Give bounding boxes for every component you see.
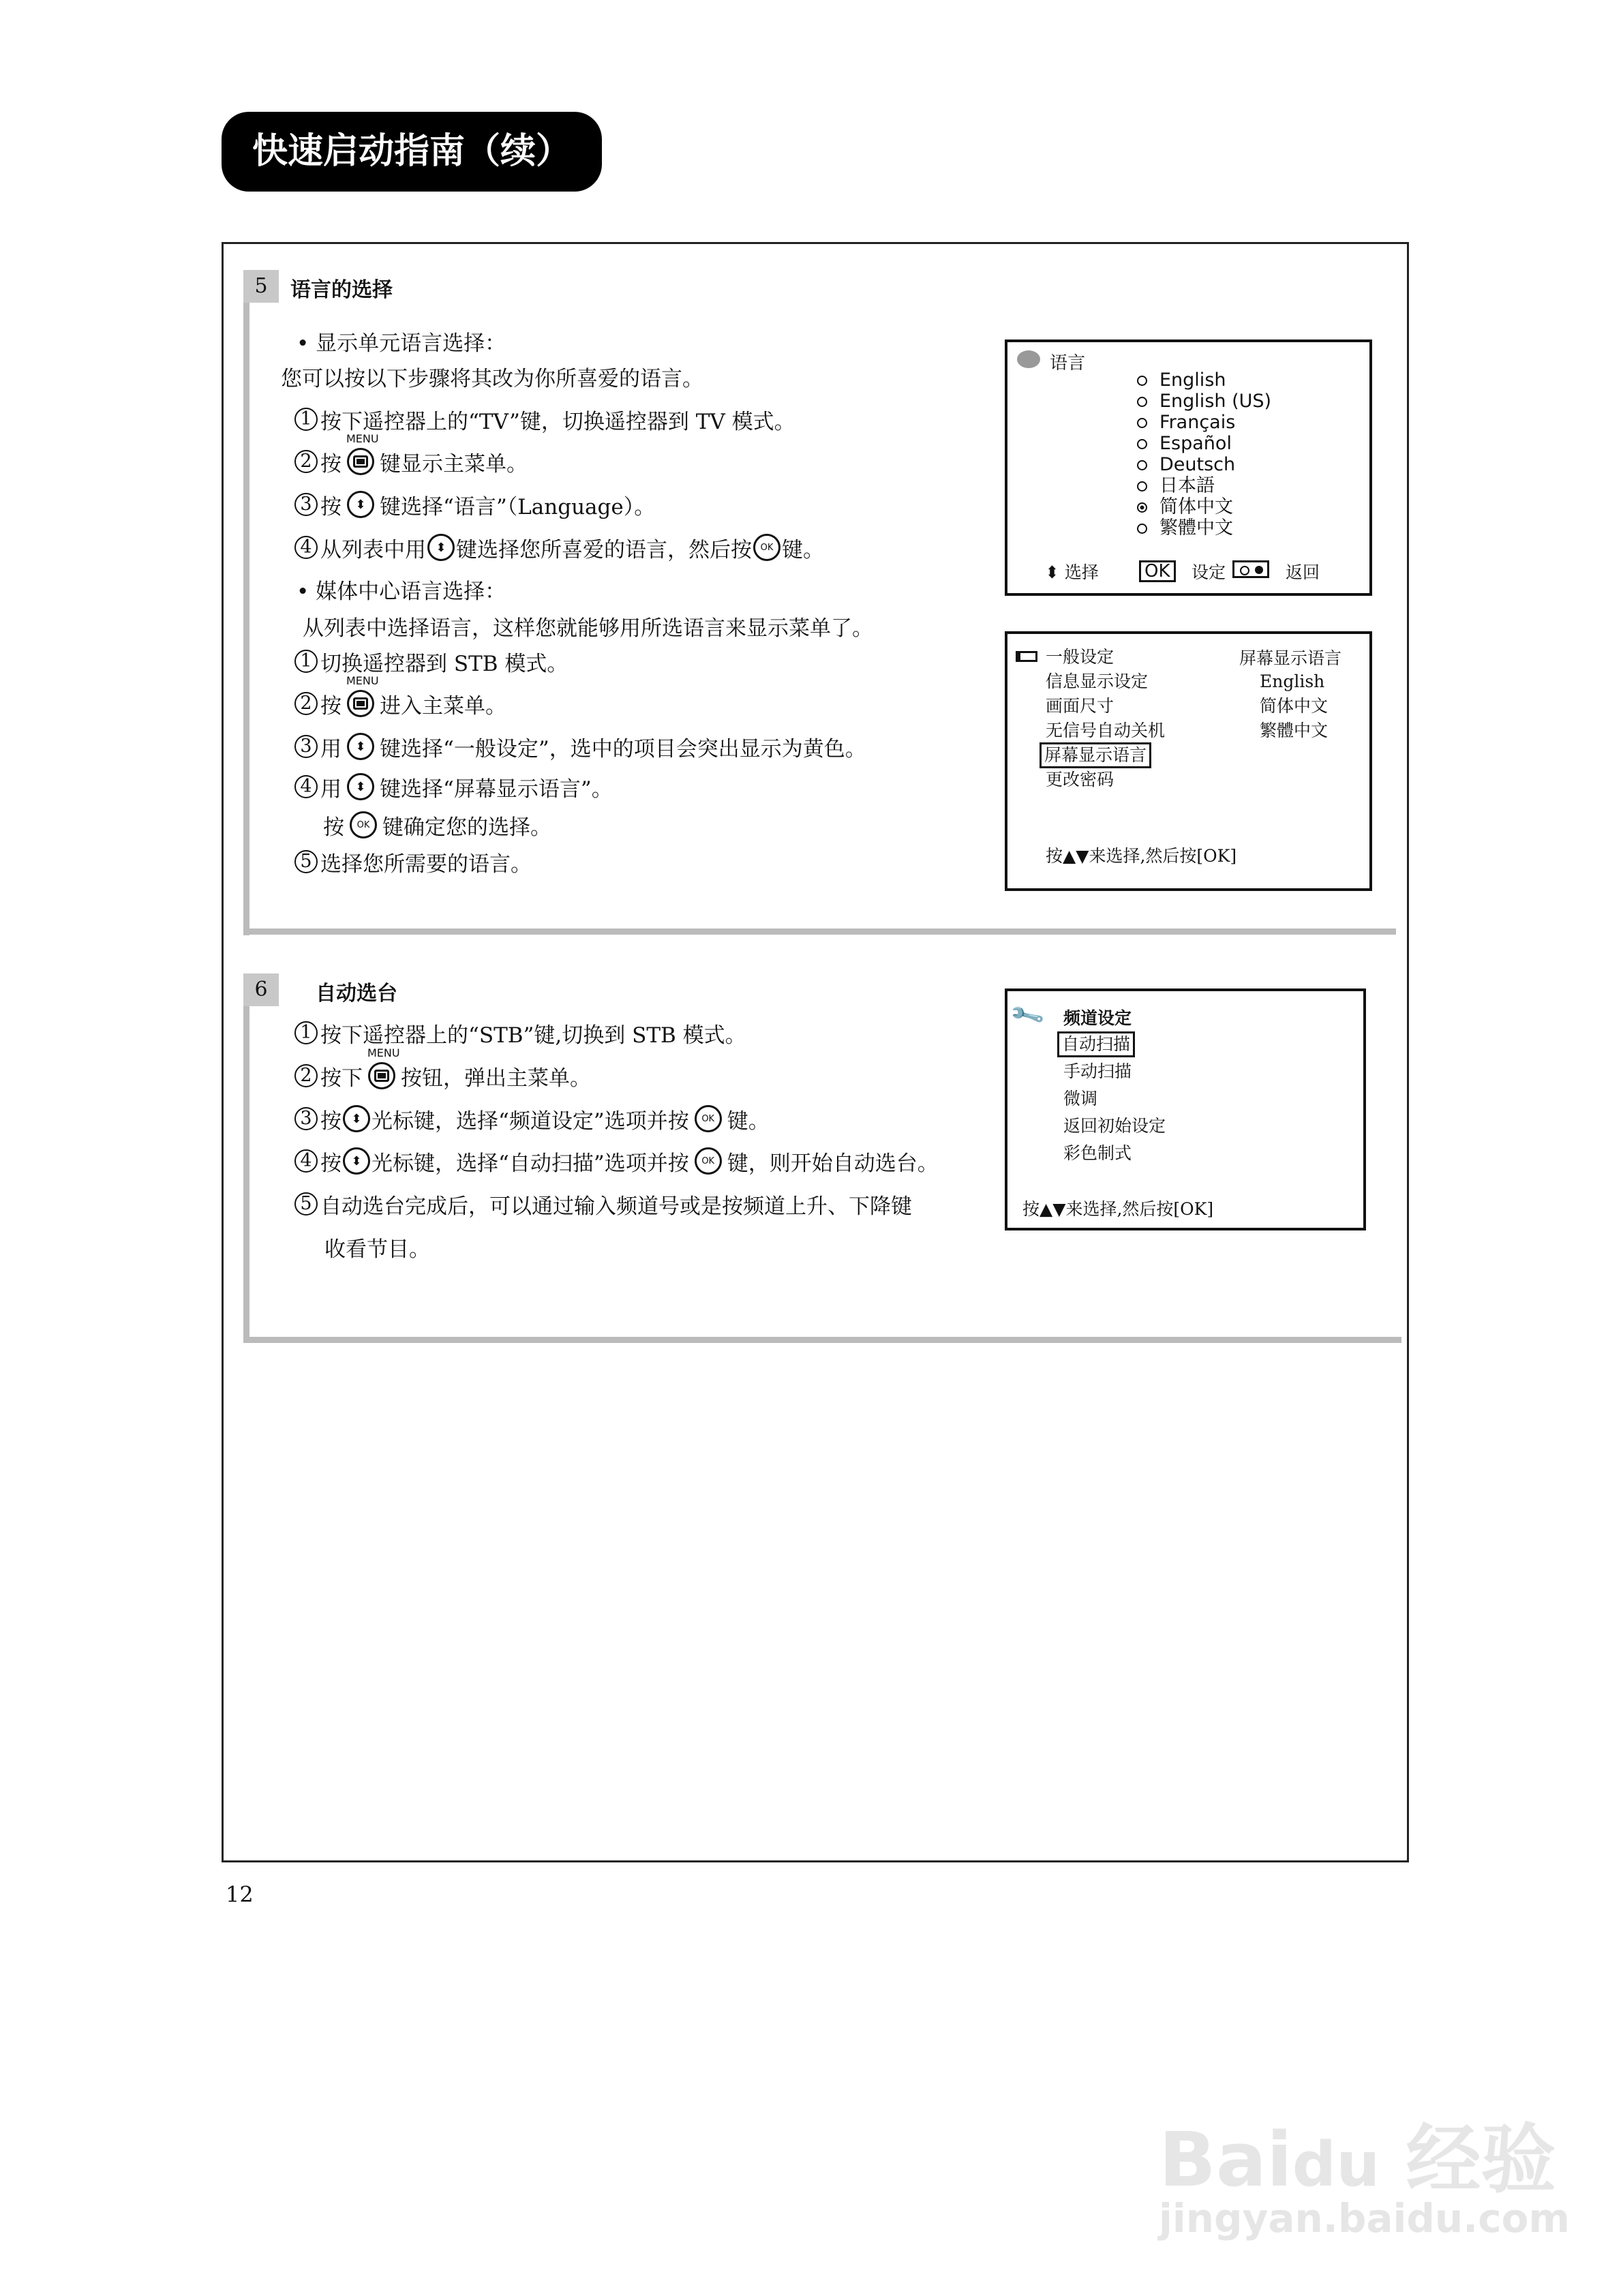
menu-hint: 按▲▼来选择,然后按[OK]: [1022, 1199, 1214, 1219]
language-option[interactable]: Español: [1137, 433, 1271, 454]
step: 3 按 ⬍ 光标键，选择“频道设定”选项并按 OK 键。: [294, 1102, 770, 1136]
menu-button-icon: MENU: [347, 690, 374, 717]
section-bar: [243, 303, 249, 935]
menu-item[interactable]: 更改密码: [1046, 770, 1114, 789]
menu-item[interactable]: 自动扫描: [1059, 1033, 1133, 1055]
language-screen: 语言 English English (US) Français Español Deutsch 日本語 简体中文 繁體中文 ⬍ 选择 OK 设定 返回: [1005, 339, 1372, 596]
step: 4 用 ⬍ 键选择“屏幕显示语言”。: [294, 770, 613, 804]
menu-item[interactable]: 屏幕显示语言: [1042, 744, 1149, 766]
baidu-watermark-logo: Baidu 经验: [1159, 2116, 1556, 2203]
section-number: 6: [243, 973, 279, 1006]
menu-hint: 按▲▼来选择,然后按[OK]: [1046, 846, 1237, 866]
menu-item[interactable]: 彩色制式: [1063, 1143, 1132, 1163]
page-title: 快速启动指南（续）: [222, 112, 602, 192]
footer-select: ⬍ 选择: [1045, 562, 1099, 582]
step: 收看节目。: [324, 1237, 430, 1262]
bullet-heading: • 显示单元语言选择：: [297, 331, 506, 356]
language-option[interactable]: English (US): [1137, 391, 1271, 412]
menu-items: [1046, 645, 1165, 792]
language-option[interactable]: 简体中文: [1137, 496, 1271, 517]
language-option[interactable]: Français: [1137, 412, 1271, 433]
up-down-icon: ⬍: [1045, 562, 1059, 582]
return-key-icon: [1232, 560, 1269, 578]
step: 3 用 ⬍ 键选择“一般设定”，选中的项目会突出显示为黄色。: [294, 729, 866, 764]
language-option[interactable]: 繁體中文: [1137, 517, 1271, 539]
menu-item[interactable]: 简体中文: [1260, 696, 1329, 716]
radio-icon: [1137, 481, 1147, 492]
up-down-arrow-icon: ⬍: [427, 534, 455, 561]
ok-button-icon: OK: [753, 534, 780, 561]
menu-item[interactable]: 画面尺寸: [1046, 696, 1114, 716]
ok-button-icon: OK: [350, 811, 377, 839]
language-option[interactable]: Deutsch: [1137, 454, 1271, 475]
section-bar: [243, 1006, 249, 1343]
section-title: 自动选台: [316, 982, 397, 1006]
step: 1 按下遥控器上的“STB”键,切换到 STB 模式。: [294, 1016, 746, 1050]
section-divider: [243, 928, 1396, 935]
step: 5 自动选台完成后，可以通过输入频道号或是按频道上升、下降键: [294, 1187, 912, 1221]
menu-button-icon: MENU: [347, 448, 374, 475]
ok-key-icon: OK: [1139, 560, 1176, 582]
globe-icon: [1017, 350, 1040, 368]
radio-icon: [1137, 502, 1147, 513]
page-number: 12: [226, 1882, 254, 1907]
step: 按 OK 键确定您的选择。: [323, 808, 551, 842]
menu-item[interactable]: 无信号自动关机: [1046, 721, 1166, 740]
section-divider: [243, 1337, 1401, 1343]
language-option[interactable]: English: [1137, 369, 1271, 391]
step: 4 从列表中用 ⬍ 键选择您所喜爱的语言，然后按 OK 键。: [294, 530, 824, 564]
step-number: 1: [294, 408, 318, 431]
up-down-arrow-icon: ⬍: [343, 1105, 370, 1132]
channel-settings-screen: 🔧 频道设定 自动扫描 手动扫描 微调 返回初始设定 彩色制式 按▲▼来选择,然后按[OK]: [1005, 988, 1366, 1230]
menu-item[interactable]: 信息显示设定: [1046, 671, 1149, 691]
osd-language-options: [1260, 669, 1328, 743]
ok-button-icon: OK: [695, 1105, 722, 1132]
step: 4 按 ⬍ 光标键，选择“自动扫描”选项并按 OK 键，则开始自动选台。: [294, 1144, 939, 1178]
step: 2 按下 MENU 按钮，弹出主菜单。: [294, 1059, 591, 1093]
wrench-icon: 🔧: [1007, 997, 1047, 1035]
section-title: 语言的选择: [290, 278, 393, 302]
radio-icon: [1137, 397, 1147, 407]
up-down-triangle-icon: ▲▼: [1063, 846, 1089, 866]
menu-item[interactable]: 微调: [1063, 1089, 1098, 1108]
radio-icon: [1137, 418, 1147, 428]
channel-menu-items: [1063, 1031, 1166, 1167]
up-down-arrow-icon: ⬍: [347, 491, 374, 518]
language-option[interactable]: 日本語: [1137, 475, 1271, 496]
intro-text: 从列表中选择语言，这样您就能够用所选语言来显示菜单了。: [303, 616, 873, 641]
settings-icon: [1016, 651, 1037, 662]
menu-item[interactable]: 一般设定: [1046, 647, 1114, 667]
up-down-arrow-icon: ⬍: [347, 733, 374, 760]
step: 3 按 ⬍ 键选择“语言”（Language）。: [294, 487, 655, 522]
step: 5 选择您所需要的语言。: [294, 845, 532, 879]
step: 1 切换遥控器到 STB 模式。: [294, 644, 568, 678]
up-down-arrow-icon: ⬍: [347, 773, 374, 800]
step: 1 按下遥控器上的“TV”键，切换遥控器到 TV 模式。: [294, 402, 795, 436]
language-options: [1137, 369, 1271, 539]
ok-button-icon: OK: [695, 1147, 722, 1175]
baidu-watermark-url: jingyan.baidu.com: [1159, 2195, 1570, 2241]
bullet-heading: • 媒体中心语言选择：: [297, 579, 506, 604]
menu-item[interactable]: 手动扫描: [1063, 1061, 1132, 1081]
settings-menu-screen: 一般设定 信息显示设定 画面尺寸 无信号自动关机 屏幕显示语言 更改密码 屏幕显示语言 English 简体中文 繁體中文 按▲▼来选择,然后按[OK]: [1005, 631, 1372, 891]
menu-item[interactable]: English: [1260, 671, 1325, 691]
up-down-arrow-icon: ⬍: [343, 1147, 370, 1175]
up-down-triangle-icon: ▲▼: [1040, 1199, 1066, 1219]
radio-icon: [1137, 460, 1147, 470]
section-number: 5: [243, 270, 279, 303]
radio-icon: [1137, 439, 1147, 449]
intro-text: 您可以按以下步骤将其改为你所喜爱的语言。: [281, 366, 703, 391]
menu-item[interactable]: 繁體中文: [1260, 721, 1329, 740]
radio-icon: [1137, 524, 1147, 534]
radio-icon: [1137, 376, 1147, 386]
menu-button-icon: MENU: [368, 1062, 395, 1089]
menu-item[interactable]: 返回初始设定: [1063, 1116, 1166, 1136]
step: 2 按 MENU 进入主菜单。: [294, 686, 506, 721]
step: 2 按 MENU 键显示主菜单。: [294, 444, 528, 479]
